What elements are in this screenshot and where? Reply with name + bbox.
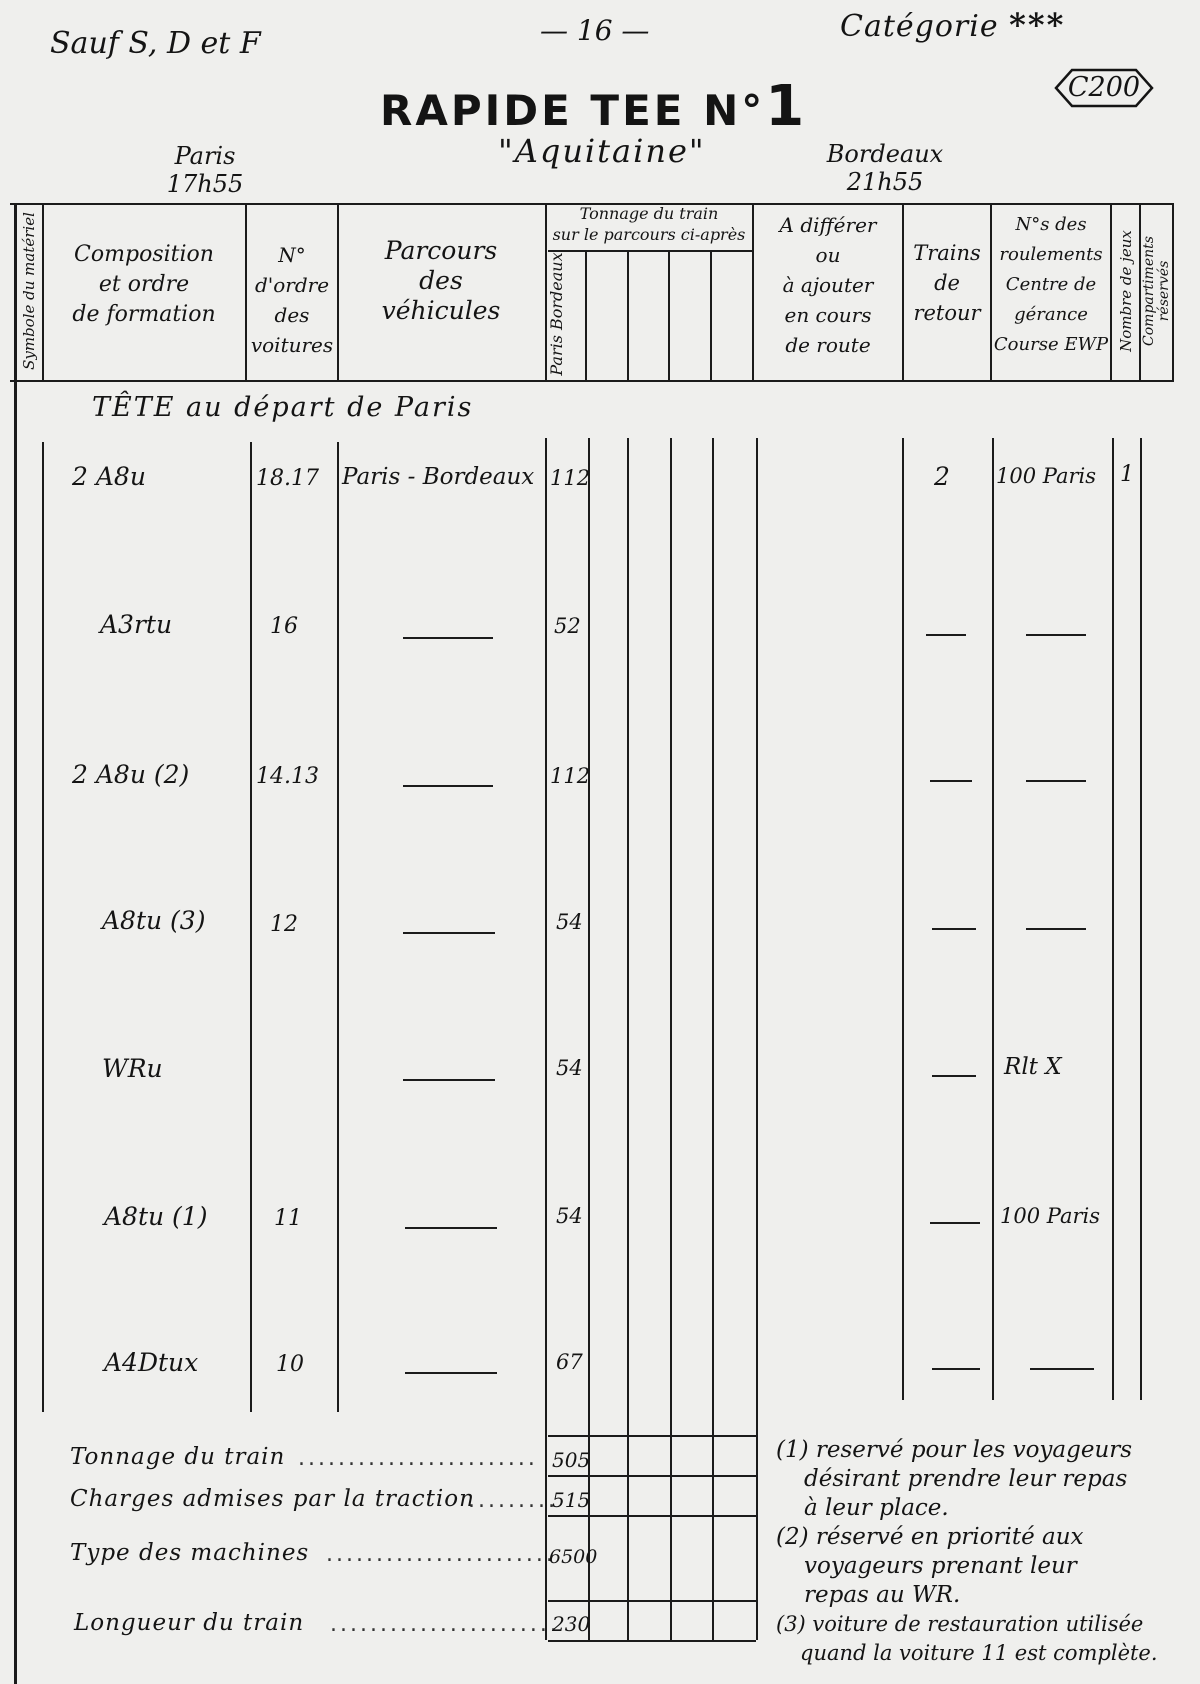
col-tonnage-paris-bordeaux: Paris Bordeaux <box>547 252 566 376</box>
col-roulements: N°s des roulements Centre de gérance Course EWP <box>993 214 1109 355</box>
total-label: Type des machines <box>70 1540 310 1566</box>
col-ordre: N° d'ordre des voitures <box>250 243 334 357</box>
title-number: 1 <box>765 74 808 139</box>
origin-time: 17h55 <box>166 170 244 198</box>
row-roulement: 100 Paris <box>996 464 1096 488</box>
row-tonnage: 67 <box>556 1350 583 1374</box>
dot-leader: ....................... <box>330 1612 560 1637</box>
row-parcours-dash <box>405 1372 497 1374</box>
row-parcours-dash <box>403 637 493 639</box>
row-retour-dash <box>930 1222 980 1224</box>
row-ordre: 10 <box>276 1352 304 1377</box>
section-heading: TÊTE au départ de Paris <box>92 392 474 423</box>
col-composition: Composition et ordre de formation <box>72 242 216 327</box>
footnote-line: voyageurs prenant leur <box>804 1553 1077 1579</box>
dot-leader: ......... <box>468 1488 558 1513</box>
row-composition: 2 A8u <box>72 462 146 491</box>
row-roulement-dash <box>1026 634 1086 636</box>
row-composition: WRu <box>102 1054 163 1083</box>
category-stars: *** <box>1009 6 1066 44</box>
page-number: — 16 — <box>540 14 650 47</box>
row-composition: 2 A8u (2) <box>72 760 190 789</box>
row-parcours-dash <box>403 785 493 787</box>
col-symbole: Symbole du matériel <box>20 212 38 370</box>
row-tonnage: 54 <box>556 1056 583 1080</box>
dot-leader: ....................... <box>326 1542 556 1567</box>
row-tonnage: 112 <box>550 764 591 788</box>
dest-city: Bordeaux <box>826 140 944 168</box>
row-ordre: 14.13 <box>256 764 319 789</box>
footnotes <box>776 1436 1196 1668</box>
row-retour-dash <box>932 1075 976 1077</box>
footnote-line: repas au WR. <box>804 1582 961 1608</box>
row-parcours-dash <box>403 932 495 934</box>
row-tonnage: 54 <box>556 1204 583 1228</box>
footnote-line: à leur place. <box>804 1495 949 1521</box>
origin <box>160 142 250 198</box>
origin-city: Paris <box>174 142 236 170</box>
title-main: RAPIDE TEE N° <box>380 86 766 135</box>
row-tonnage: 54 <box>556 910 583 934</box>
footnote-top-left: Sauf S, D et F <box>50 26 261 61</box>
row-roulement-dash <box>1030 1368 1094 1370</box>
col-jeux: Nombre de jeux <box>1117 230 1135 352</box>
category-label: Catégorie <box>840 9 999 44</box>
row-composition: A4Dtux <box>104 1348 199 1377</box>
row-composition: A3rtu <box>100 610 173 639</box>
row-retour-dash <box>932 1368 980 1370</box>
row-retour-dash <box>932 928 976 930</box>
row-retour-dash <box>930 780 972 782</box>
row-ordre: 18.17 <box>256 466 319 491</box>
total-value: 515 <box>552 1488 591 1512</box>
row-roulement: Rlt X <box>1004 1054 1062 1080</box>
row-composition: A8tu (3) <box>102 906 206 935</box>
total-value: 505 <box>552 1448 591 1472</box>
destination <box>820 140 950 196</box>
dot-leader: ........................ <box>298 1446 538 1471</box>
col-retour: Trains de retour <box>913 241 981 325</box>
footnote-line: (1) reservé pour les voyageurs <box>776 1437 1133 1463</box>
footnote-line: (3) voiture de restauration utilisée <box>776 1612 1144 1636</box>
row-tonnage: 112 <box>550 466 591 490</box>
footnote-line: désirant prendre leur repas <box>804 1466 1128 1492</box>
total-label: Charges admises par la traction <box>70 1486 475 1512</box>
category-badge <box>1054 68 1154 108</box>
col-tonnage: Tonnage du train sur le parcours ci-après <box>552 204 746 244</box>
row-parcours: Paris - Bordeaux <box>342 464 535 490</box>
row-jeux: 1 <box>1120 462 1134 487</box>
row-retour-dash <box>926 634 966 636</box>
row-parcours-dash <box>403 1079 495 1081</box>
col-parcours: Parcours des véhicules <box>381 236 501 325</box>
row-ordre: 12 <box>270 912 298 937</box>
train-name: "Aquitaine" <box>498 132 706 170</box>
footnote-line: (2) réservé en priorité aux <box>776 1524 1084 1550</box>
total-label: Tonnage du train <box>70 1444 286 1470</box>
row-composition: A8tu (1) <box>104 1202 208 1231</box>
badge-label: C200 <box>1067 72 1141 103</box>
total-label: Longueur du train <box>74 1610 305 1636</box>
row-ordre: 16 <box>270 614 298 639</box>
col-differer: A différer ou à ajouter en cours de route <box>779 213 877 357</box>
row-retour: 2 <box>934 462 950 491</box>
row-roulement-dash <box>1026 780 1086 782</box>
row-parcours-dash <box>405 1227 497 1229</box>
row-tonnage: 52 <box>554 614 581 638</box>
total-value: 6500 <box>549 1546 598 1568</box>
row-ordre: 11 <box>274 1206 302 1231</box>
footnote-line: quand la voiture 11 est complète. <box>800 1641 1158 1665</box>
page-title <box>380 74 807 139</box>
category <box>840 6 1065 44</box>
col-compartiments: Compartiments réservés <box>1141 236 1172 346</box>
row-roulement: 100 Paris <box>1000 1204 1100 1228</box>
dest-time: 21h55 <box>846 168 924 196</box>
row-roulement-dash <box>1026 928 1086 930</box>
total-value: 230 <box>552 1612 591 1636</box>
